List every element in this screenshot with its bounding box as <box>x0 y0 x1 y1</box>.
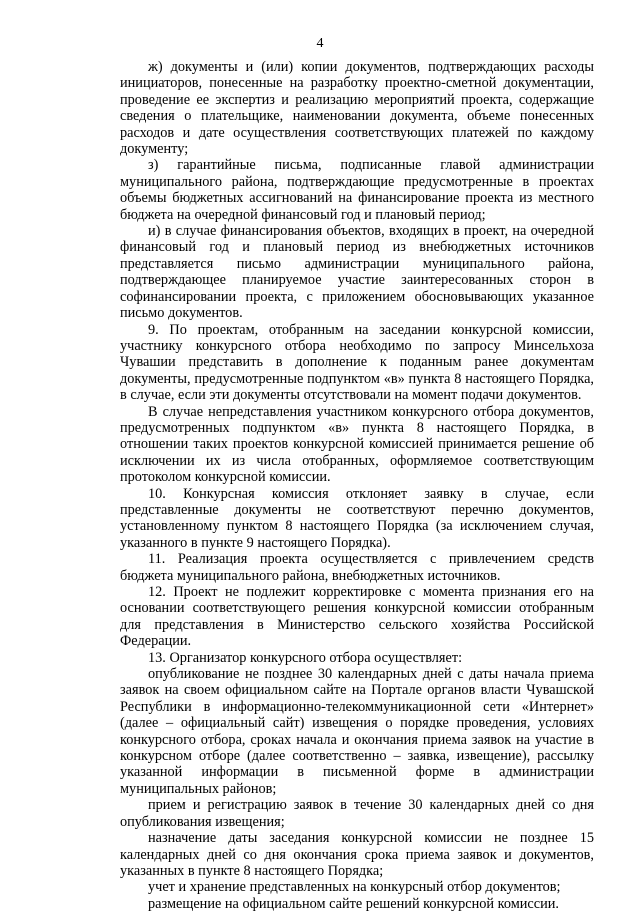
paragraph-13-website: размещение на официальном сайте решений конкурсной комиссии. <box>148 895 559 912</box>
paragraph-12: 12. Проект не подлежит корректировке с момента признания его на основании соответствующего решения конкурсной комиссии отобранным для представления в Министерство сельского хозяйства Российской Федерации. <box>120 584 594 650</box>
paragraph-9: 9. По проектам, отобранным на заседании конкурсной комиссии, участнику конкурсного отбора необходимо по запросу Минсельхоза Чувашии представить в дополнение к поданным ранее документам документы, предусмотренные подпунктом «в» пункта 8 настоящего Порядка, в случае, если эти документы отсутствовали на момент подачи документов. <box>120 321 594 404</box>
page-number: 4 <box>316 36 324 51</box>
paragraph-13-storage: учет и хранение представленных на конкурсный отбор документов; <box>148 879 561 896</box>
paragraph-11: 11. Реализация проекта осуществляется с привлечением средств бюджета муниципального района, внебюджетных источников. <box>120 551 594 584</box>
paragraph-13-reception: прием и регистрацию заявок в течение 30 календарных дней со дня опубликования извещения; <box>120 797 594 830</box>
paragraph-zh: ж) документы и (или) копии документов, подтверждающих расходы инициаторов, понесенные на разработку проектно-сметной документации, проведение ее экспертиз и реализацию мероприятий проекта, содержащие сведения о плательщике, наименовании документа, объеме понесенных расходов и дате осуществления соответствующих платежей по каждому документу; <box>120 59 594 158</box>
paragraph-13-publication: опубликование не позднее 30 календарных дней с даты начала приема заявок на своем официальном сайте на Портале органов власти Чувашской Республики в информационно-телекоммуникационной сети «Интернет» (далее – официальный сайт) извещения о порядке проведения, условиях конкурсного отбора, сроках начала и окончания приема заявок на участие в конкурсном отборе (далее соответственно – заявка, извещение), рассылку указанной информации в письменной форме в администрации муниципальных районов; <box>120 666 594 797</box>
paragraph-13-meeting-date: назначение даты заседания конкурсной комиссии не позднее 15 календарных дней со дня окончания срока приема заявок и документов, указанных в пункте 8 настоящего Порядка; <box>120 830 594 879</box>
paragraph-i: и) в случае финансирования объектов, входящих в проект, на очередной финансовый год и плановый период из внебюджетных источников представляется письмо администрации муниципального района, подтверждающее планируемое участие заинтересованных сторон в софинансировании проекта, с приложением обосновывающих указанное письмо документов. <box>120 223 594 322</box>
paragraph-10: 10. Конкурсная комиссия отклоняет заявку в случае, если представленные документы не соответствуют перечню документов, установленному пунктом 8 настоящего Порядка (за исключением случая, указанного в пункте 9 настоящего Порядка). <box>120 485 594 551</box>
document-body <box>120 59 594 912</box>
paragraph-13: 13. Организатор конкурсного отбора осуществляет: <box>148 649 463 666</box>
paragraph-z: з) гарантийные письма, подписанные главой администрации муниципального района, подтверждающие предусмотренные в проектах объемы бюджетных ассигнований на финансирование проекта из местного бюджета на очередной финансовый год и плановый период; <box>120 157 594 223</box>
paragraph-9-continued: В случае непредставления участником конкурсного отбора документов, предусмотренных подпунктом «в» пункта 8 настоящего Порядка, в отношении таких проектов конкурсной комиссией принимается решение об исключении их из числа отобранных, оформляемое соответствующим протоколом конкурсной комиссии. <box>120 403 594 486</box>
